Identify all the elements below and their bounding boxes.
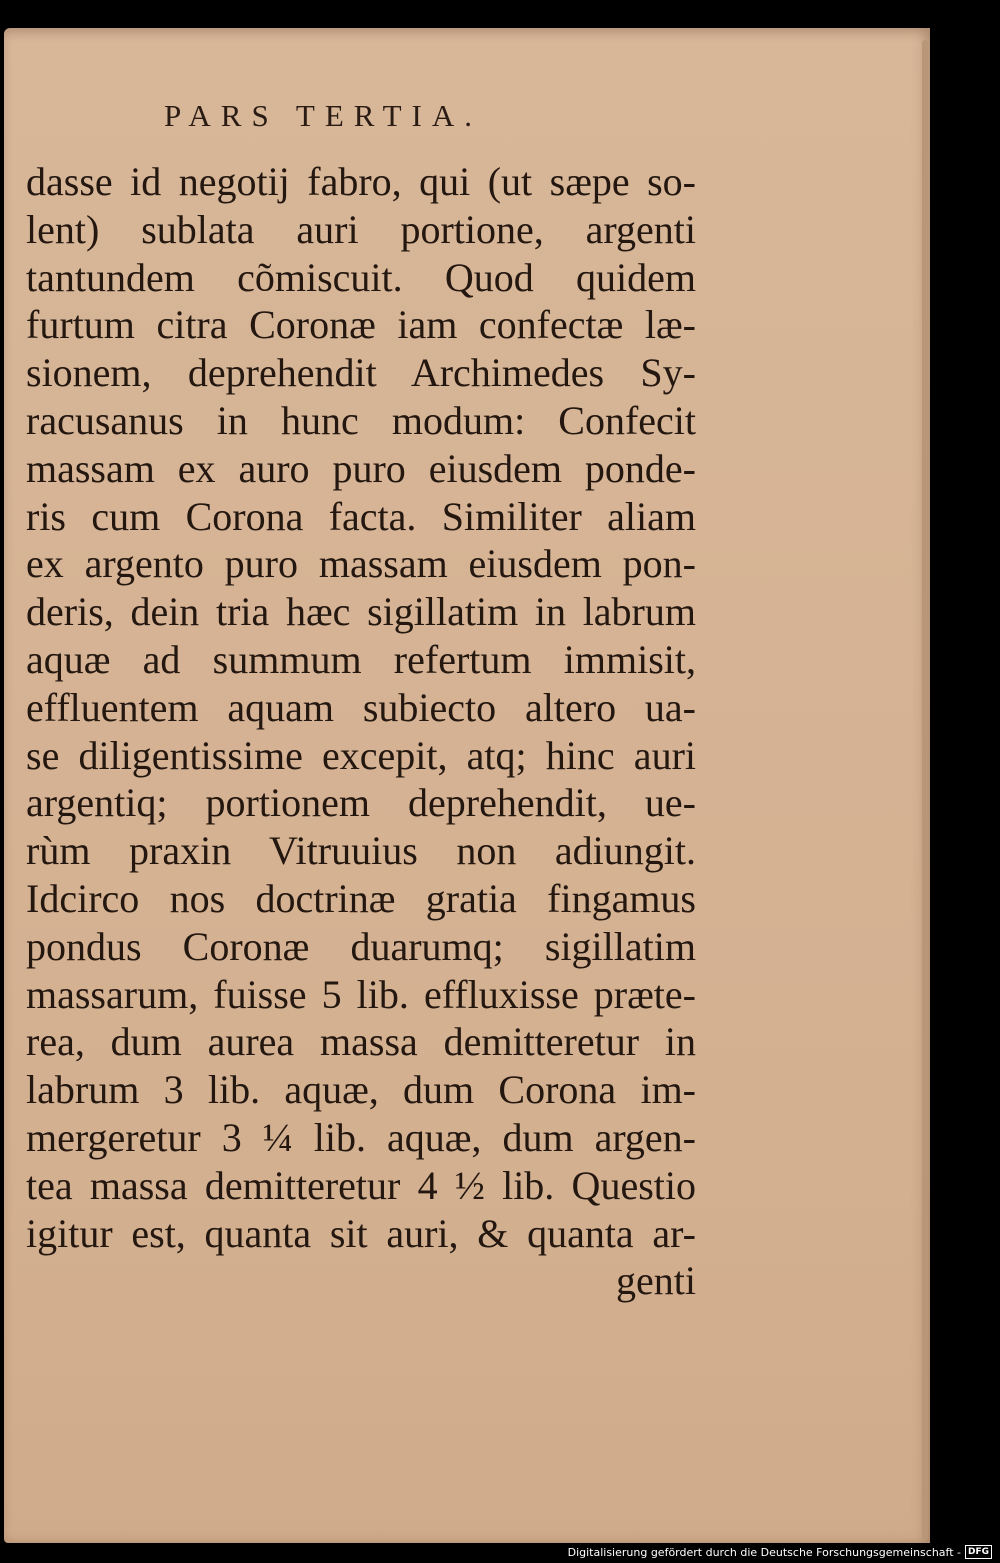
text-line: Idcirco nos doctrinæ gratia fingamus: [26, 875, 696, 921]
body-text: [26, 158, 696, 1305]
catchword: genti: [616, 1258, 696, 1304]
text-line: aquæ ad summum refertum immisit,: [26, 636, 696, 682]
text-line: igitur est, quanta sit auri, & quanta ar-: [26, 1210, 696, 1256]
text-line: se diligentissime excepit, atq; hinc auri: [26, 732, 696, 778]
text-line: deris, dein tria hæc sigillatim in labrum: [26, 589, 696, 635]
text-line: rea, dum aurea massa demitteretur in: [26, 1019, 696, 1065]
text-line: massarum, fuisse 5 lib. effluxisse præte-: [26, 971, 696, 1017]
text-line: mergeretur 3 ¼ lib. aquæ, dum argen-: [26, 1114, 696, 1160]
text-line: labrum 3 lib. aquæ, dum Corona im-: [26, 1067, 696, 1113]
text-line: argentiq; portionem deprehendit, ue-: [26, 780, 696, 826]
text-line: sionem, deprehendit Archimedes Sy-: [26, 350, 696, 396]
text-line: tea massa demitteretur 4 ½ lib. Questio: [26, 1162, 696, 1208]
text-line: massam ex auro puro eiusdem ponde-: [26, 445, 696, 491]
text-line: tantundem cõmiscuit. Quod quidem: [26, 254, 696, 300]
text-line: dasse id negotij fabro, qui (ut sæpe so-: [26, 159, 696, 204]
text-line: ris cum Corona facta. Similiter aliam: [26, 493, 696, 539]
running-title: PARS TERTIA.: [164, 98, 482, 133]
text-line: racusanus in hunc modum: Confecit: [26, 397, 696, 443]
text-line: ex argento puro massam eiusdem pon-: [26, 541, 696, 587]
page-edge: [922, 40, 928, 1540]
footer-credit: [568, 1543, 992, 1561]
book-page: [4, 28, 930, 1543]
credit-text: Digitalisierung gefördert durch die Deutsche Forschungsgemeinschaft -: [567, 1545, 961, 1559]
dfg-logo: DFG: [965, 1545, 992, 1559]
text-line: effluentem aquam subiecto altero ua-: [26, 684, 696, 730]
text-line: pondus Coronæ duarumq; sigillatim: [26, 923, 696, 969]
text-line: rùm praxin Vitruuius non adiungit.: [26, 828, 696, 874]
text-line: furtum citra Coronæ iam confectæ læ-: [26, 302, 696, 348]
text-line: lent) sublata auri portione, argenti: [26, 206, 696, 252]
